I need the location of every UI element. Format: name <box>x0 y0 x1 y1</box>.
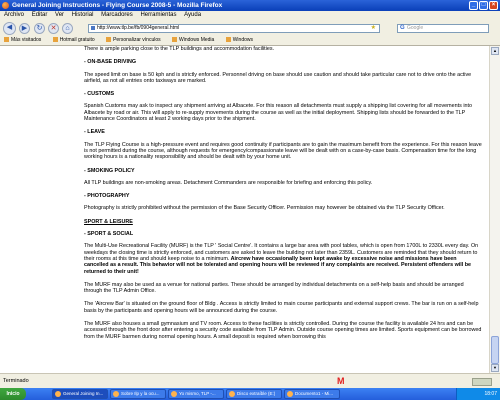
taskbar <box>0 388 500 400</box>
bookmark-icon <box>53 37 58 42</box>
heading-onbase-driving: - ON-BASE DRIVING <box>84 59 137 66</box>
window-title: General Joining Instructions - Flying Course 2008-5 - Mozilla Firefox <box>12 2 223 9</box>
bookmark-hotmail[interactable]: Hotmail gratuito <box>53 36 95 45</box>
bookmark-windows[interactable]: Windows <box>226 36 253 45</box>
menu-marcadores[interactable]: Marcadores <box>101 12 133 18</box>
menu-ver[interactable]: Ver <box>55 12 65 18</box>
browser-icon <box>113 391 119 397</box>
browser-icon <box>171 391 177 397</box>
bookmark-windows-media[interactable]: Windows Media <box>172 36 214 45</box>
firefox-icon <box>2 2 9 9</box>
paragraph-smoking-policy: All TLP buildings are non-smoking areas. Detachment Commanders are responsible for briefing and enforcing this policy. <box>84 179 373 186</box>
clock[interactable]: 18:07 <box>484 391 497 397</box>
paragraph-murf-intro: The Multi-Use Recreational Facility (MURF) is the TLP ' Social Centre'. It contains a large bar area with pool tables, which is open from 1700L to 2330L every day. On weekdays the closing time is strictly enforced, and customers are asked to leave the building not later than 2359L. Customers are reminded that they should return to their rooms at this time and should keep noise to a minimum. Aircrew have occasionally been kept awake by excessive noise and missions have been cancelled as a result. This behavior will not be tolerated and opening hours will be reviewed if any complaints are received. Persistent offenders will be returned to their unit! <box>84 243 479 275</box>
bookmark-icon <box>226 37 231 42</box>
window-controls <box>469 1 498 10</box>
bookmark-star-icon[interactable]: ★ <box>370 25 376 31</box>
word-icon <box>287 391 293 397</box>
paragraph-onbase-driving: The speed limit on base is 50 kph and is strictly enforced. Personnel driving on base should use caution and should take particular care not to drive onto the active airfield, as not all entries onto taxiways are marked. <box>84 71 472 84</box>
taskbar-item-sobre-tlp[interactable]: Sobre Ilp y la ocu... <box>110 389 166 399</box>
google-icon: G <box>400 25 405 31</box>
paragraph-photography: Photography is strictly prohibited without the permission of the Base Security Officer. Permission may however be obtained via the TLP Security Officer. <box>84 205 445 212</box>
article <box>84 46 482 347</box>
scroll-down-arrow-icon[interactable]: ▼ <box>491 364 499 372</box>
bookmark-icon <box>172 37 177 42</box>
scroll-up-arrow-icon[interactable]: ▲ <box>491 47 499 55</box>
heading-sport-leisure: SPORT & LEISURE <box>84 218 133 225</box>
murf-warning-text: Aircrew have occasionally been kept awake by excessive noise and missions have been cancelled as a result. This behavior will not be tolerated and opening hours will be reviewed if any complaints are received. Persistent offenders will be returned to their unit! <box>84 255 472 275</box>
vertical-scrollbar[interactable] <box>489 46 500 373</box>
bookmark-mas-visitados[interactable]: Más visitados <box>4 36 41 45</box>
firefox-icon <box>55 391 61 397</box>
paragraph-parking: There is ample parking close to the TLP buildings and accommodation facilities. <box>84 46 275 52</box>
taskbar-item-yo-mismo[interactable]: Yo mismo, TLP -... <box>168 389 224 399</box>
system-tray <box>456 388 500 400</box>
menu-herramientas[interactable]: Herramientas <box>140 12 177 18</box>
menu-archivo[interactable]: Archivo <box>4 12 25 18</box>
bookmark-personalizar[interactable]: Personalizar vínculos <box>106 36 161 45</box>
search-placeholder: Google <box>407 25 424 31</box>
status-bar <box>0 373 500 388</box>
menu-historial[interactable]: Historial <box>71 12 94 18</box>
paragraph-aircrew-bar: The 'Aircrew Bar' is situated on the ground floor of Bldg . Access is strictly limited to main course participants and external support crews. The bar is run on a self-help basis by the participants and opening hours will be announced during the course. <box>84 301 479 314</box>
taskbar-item-disco[interactable]: Disco extraíble (E:) <box>226 389 282 399</box>
heading-photography: - PHOTOGRAPHY <box>84 193 130 200</box>
paragraph-murf-parties: The MURF may also be used as a venue for national parties. These should be arranged by individual detachments on a self-help basis and should be arranged through the TLP Admin Office. <box>84 281 464 295</box>
bookmark-icon <box>4 37 9 42</box>
bookmarks-toolbar <box>0 36 500 46</box>
window-title-bar <box>0 0 500 11</box>
menu-ayuda[interactable]: Ayuda <box>184 12 202 18</box>
heading-smoking-policy: - SMOKING POLICY <box>84 167 135 174</box>
maximize-button[interactable]: □ <box>479 1 488 10</box>
heading-sport-social: - SPORT & SOCIAL <box>84 231 134 238</box>
menu-editar[interactable]: Editar <box>31 12 48 18</box>
navigation-toolbar <box>0 20 500 37</box>
url-text: http://www.tlp.be/fb/0904general.html <box>97 25 180 31</box>
taskbar-item-firefox[interactable]: General Joining In... <box>52 389 108 399</box>
heading-customs: - CUSTOMS <box>84 91 115 98</box>
search-input[interactable] <box>397 24 489 33</box>
status-indicator-icon <box>472 378 492 386</box>
paragraph-murf-gym: The MURF also houses a small gymnasium and TV room. Access to these facilities is strictly controlled. During the course the facility is available 24 hrs and can be accessed through the front door after entering a security code available from TLP Admin. Outside course opening times are limited. Sports equipment can be borrowed from the MURF barmen during normal opening hours. A small deposit is required when borrowing this <box>84 321 482 340</box>
bookmark-icon <box>106 37 111 42</box>
forward-button[interactable]: ▶ <box>19 23 30 34</box>
start-button[interactable]: Inicio <box>0 388 26 400</box>
reload-button[interactable]: ↻ <box>34 23 45 34</box>
menu-bar <box>0 11 500 20</box>
addon-m-icon[interactable]: M <box>337 376 345 386</box>
back-button[interactable]: ◀ <box>3 22 16 35</box>
home-button[interactable]: ⌂ <box>62 23 73 34</box>
scrollbar-thumb[interactable] <box>491 336 499 364</box>
page-favicon-icon <box>91 26 95 30</box>
minimize-button[interactable]: _ <box>469 1 478 10</box>
stop-button[interactable]: ✕ <box>48 23 59 34</box>
page-content <box>0 46 489 373</box>
paragraph-customs: Spanish Customs may ask to inspect any shipment arriving at Albacete. For this reason all detachments must supply a shipping list covering for all movements into Albacete by road or air. This will apply to re-supply movements during the course as well as the initial deployment. Shipping lists should be forwarded to the TLP Maintenance Coordinators at least 2 working days prior to the shipment. <box>84 103 473 123</box>
paragraph-leave: The TLP Flying Course is a high-pressure event and requires good continuity if participants are to gain the maximum benefit from the experience. For this reason leave is not permitted during the course, although requests for emergency/compassionate leave will be dealt with on a case-by-case basis. Compensation time for the long working hours is a nationality responsibility and should be dealt with by your home unit. <box>84 141 482 161</box>
url-bar[interactable] <box>88 24 380 33</box>
folder-icon <box>229 391 235 397</box>
status-text: Terminado <box>3 378 29 384</box>
taskbar-item-documento[interactable]: Documento1 - Mi... <box>284 389 340 399</box>
close-button[interactable]: × <box>489 1 498 10</box>
heading-leave: - LEAVE <box>84 129 105 136</box>
